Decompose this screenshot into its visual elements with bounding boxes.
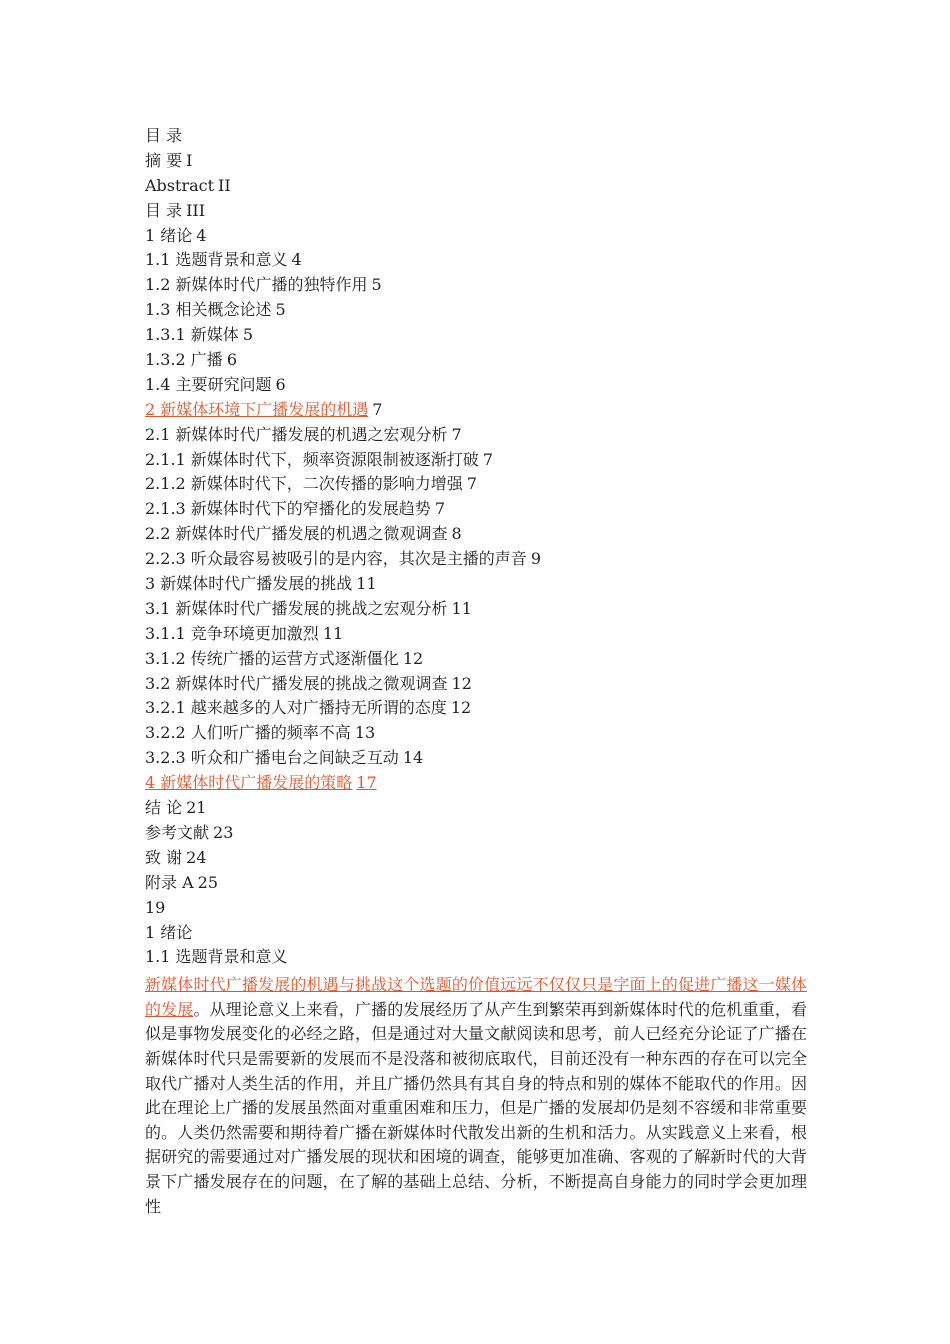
toc-item [145, 348, 810, 373]
toc-item [145, 522, 810, 547]
paragraph-text: 。从理论意义上来看，广播的发展经历了从产生到繁荣再到新媒体时代的危机重重，看似是事物发展变化的必经之路，但是通过对大量文献阅读和思考，前人已经充分论证了广播在新媒体时代只是需要新的发展而不是没落和被彻底取代，目前还没有一种东西的存在可以完全取代广播对人类生活的作用，并且广播仍然具有其自身的特点和别的媒体不能取代的作用。因此在理论上广播的发展虽然面对重重困难和压力，但是广播的发展却仍是刻不容缓和非常重要的。人类仍然需要和期待着广播在新媒体时代散发出新的生机和活力。从实践意义上来看，根据研究的需要通过对广播发展的现状和困境的调查，能够更加准确、客观的了解新时代的大背景下广播发展存在的问题，在了解的基础上总结、分析，不断提高自身能力的同时学会更加理性 [145, 999, 807, 1216]
toc-item-page: 5 [371, 275, 382, 295]
toc-item-page: 11 [322, 623, 344, 643]
toc-item [145, 871, 810, 896]
toc-item-page: 6 [275, 374, 286, 394]
toc-item-page: II [218, 175, 231, 195]
toc-item-label: 3.2.2 人们听广播的频率不高 [145, 723, 351, 743]
toc-item-page: 7 [466, 474, 477, 494]
toc-item-page: 21 [186, 798, 207, 818]
toc-item [145, 796, 810, 821]
toc-item [145, 746, 810, 771]
toc-item-label: Abstract [145, 175, 215, 195]
toc-item-label: 1.3.1 新媒体 [145, 325, 239, 345]
toc-item-page: 8 [451, 524, 462, 544]
toc-item-label: 摘 要 [145, 150, 183, 170]
toc-item-label: 3.2.1 越来越多的人对广播持无所谓的态度 [145, 698, 447, 718]
toc-item [145, 547, 810, 572]
toc-list [145, 149, 810, 896]
toc-item-label: 2.1.1 新媒体时代下，频率资源限制被逐渐打破 [145, 449, 479, 469]
toc-item-label: 3.1.2 传统广播的运营方式逐渐僵化 [145, 648, 399, 668]
toc-item-page: 4 [196, 225, 207, 245]
toc-item-page: 5 [242, 325, 253, 345]
toc-item-page: 9 [530, 549, 541, 569]
document-page [145, 124, 810, 1219]
toc-title: 目 录 [145, 126, 183, 145]
toc-item-label: 参考文献 [145, 822, 210, 842]
toc-item [145, 821, 810, 846]
toc-item-label: 结 论 [145, 798, 183, 818]
toc-item [145, 497, 810, 522]
toc-item-page: 24 [186, 847, 207, 867]
toc-item-page: 7 [434, 499, 445, 519]
toc-item-page: 7 [372, 399, 383, 419]
section-heading: 1.1 选题背景和意义 [145, 947, 288, 967]
toc-item-label: 3.1 新媒体时代广播发展的挑战之宏观分析 [145, 598, 448, 618]
toc-item [145, 846, 810, 871]
toc-item [145, 647, 810, 672]
toc-item-page: 25 [197, 872, 219, 892]
toc-item-page: III [186, 200, 206, 220]
toc-item-page: 7 [451, 424, 462, 444]
toc-item-label: 1.4 主要研究问题 [145, 374, 272, 394]
toc-item-label: 3 新媒体时代广播发展的挑战 [145, 574, 353, 594]
toc-item[interactable] [145, 398, 810, 423]
toc-item-page: 6 [226, 350, 237, 370]
toc-item [145, 622, 810, 647]
toc-item [145, 472, 810, 497]
toc-item-page: 13 [354, 723, 376, 743]
toc-item-label: 1.3 相关概念论述 [145, 300, 272, 320]
toc-item-label: 2.1.3 新媒体时代下的窄播化的发展趋势 [145, 499, 431, 519]
toc-item-page: 5 [275, 300, 286, 320]
toc-item-label: 致 谢 [145, 847, 183, 867]
toc-item-page: 12 [451, 673, 472, 693]
toc-item-label: 2.1 新媒体时代广播发展的机遇之宏观分析 [145, 424, 448, 444]
toc-item-page: 14 [402, 748, 424, 768]
toc-item [145, 199, 810, 224]
toc-item [145, 448, 810, 473]
toc-item-label: 2.1.2 新媒体时代下，二次传播的影响力增强 [145, 474, 463, 494]
toc-item-page: 12 [450, 698, 472, 718]
toc-item [145, 672, 810, 697]
body-paragraph [145, 973, 807, 1219]
toc-item-label: 3.1.1 竞争环境更加激烈 [145, 623, 319, 643]
page-number: 19 [145, 897, 166, 917]
toc-item-label: 1 绪论 [145, 225, 193, 245]
toc-item-label: 1.3.2 广播 [145, 350, 223, 370]
toc-item-label: 附录 A [145, 872, 194, 892]
toc-item [145, 248, 810, 273]
toc-item [145, 298, 810, 323]
chapter-heading: 1 绪论 [145, 922, 193, 942]
toc-item-page: 11 [356, 574, 377, 594]
toc-item-label[interactable]: 2 新媒体环境下广播发展的机遇 [145, 399, 369, 419]
toc-item-label: 目 录 [145, 200, 183, 220]
toc-item [145, 696, 810, 721]
toc-item-page: I [186, 150, 193, 170]
toc-item [145, 174, 810, 199]
toc-item-page: 11 [451, 598, 472, 618]
toc-item [145, 597, 810, 622]
toc-item-page: 7 [482, 449, 493, 469]
toc-item [145, 323, 810, 348]
toc-item [145, 373, 810, 398]
toc-item [145, 423, 810, 448]
toc-item [145, 149, 810, 174]
toc-item-label: 1.1 选题背景和意义 [145, 250, 288, 270]
toc-item [145, 224, 810, 249]
toc-item-label[interactable]: 4 新媒体时代广播发展的策略 [145, 773, 353, 793]
toc-item [145, 273, 810, 298]
toc-item-page: 12 [402, 648, 424, 668]
toc-item [145, 572, 810, 597]
toc-item-label: 1.2 新媒体时代广播的独特作用 [145, 275, 368, 295]
toc-item-label: 3.2.3 听众和广播电台之间缺乏互动 [145, 748, 399, 768]
paragraph-link[interactable]: 新媒体时代广播发展的机遇与挑战这个选题的价值远远不仅仅只是字面上的促进广播这一媒体的发展 [145, 975, 807, 1019]
toc-item-label: 2.2.3 听众最容易被吸引的是内容，其次是主播的声音 [145, 549, 527, 569]
toc-item-label: 3.2 新媒体时代广播发展的挑战之微观调查 [145, 673, 448, 693]
toc-item [145, 721, 810, 746]
toc-item[interactable] [145, 771, 810, 796]
toc-item-page[interactable]: 17 [356, 773, 377, 793]
toc-item-label: 2.2 新媒体时代广播发展的机遇之微观调查 [145, 524, 448, 544]
toc-item-page: 4 [291, 250, 302, 270]
toc-item-page: 23 [213, 822, 234, 842]
